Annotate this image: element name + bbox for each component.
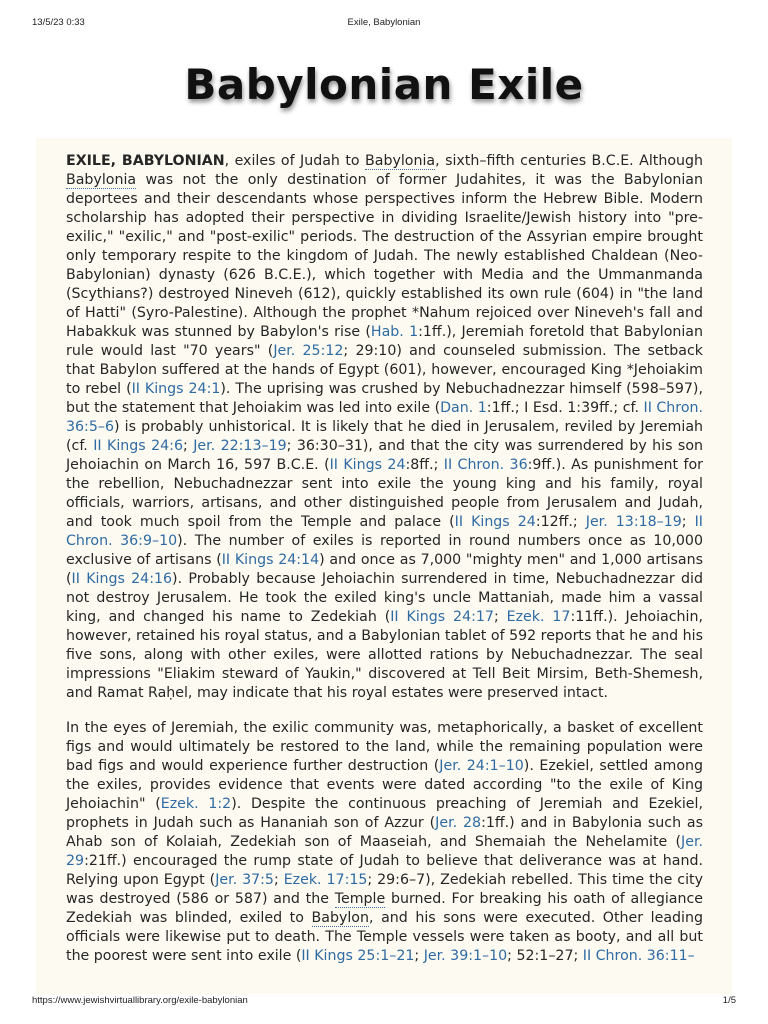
citation-link[interactable]: II Kings 25:1–21 [301,948,415,964]
citation-link[interactable]: II Kings 24:6 [93,438,183,454]
article-body [36,138,732,994]
text-run: ). The uprising was crushed by Nebuchadnezzar himself (598–597), but the statement that Jehoiakim was led into exile ( [66,381,703,416]
glossary-link[interactable]: Babylonia [66,172,137,188]
text-run: ; 29:6–7), Zedekiah rebelled. This time the city was destroyed (586 or 587) and the [66,872,703,907]
glossary-link[interactable]: Babylon [311,910,369,926]
citation-link[interactable]: Ezek. 1:2 [160,796,232,812]
text-run: In the eyes of Jeremiah, the exilic community was, metaphorically, a basket of excellent figs and would ultimately be restored to the land, while the remaining population were bad figs and would experience further destruction ( [66,720,703,774]
citation-link[interactable]: Dan. 1 [440,400,487,416]
article-text [36,138,732,966]
citation-link[interactable]: II Kings 24 [454,514,536,530]
citation-link[interactable]: II Kings 24:1 [131,381,221,397]
text-run: ; [681,514,695,530]
text-run: , and his sons were executed. Other leading officials were likewise put to death. The Temple vessels were taken as booty, and all but the poorest were sent into exile ( [66,910,703,964]
citation-link[interactable]: II Kings 24:14 [221,552,320,568]
citation-link[interactable]: II Chron. 36:5–6 [66,400,704,435]
text-run: ). Despite the continuous preaching of Jeremiah and Ezekiel, prophets in Judah such as Hananiah son of Azzur ( [66,796,703,831]
text-run: was not the only destination of former Judahites, it was the Babylonian deportees and their descendants whose perspectives inform the Hebrew Bible. Modern scholarship has adopted their perspective in dividing Israelite/Jewish history into "pre-exilic," "exilic," and "post-exilic" periods. The destruction of the Assyrian empire brought only temporary respite to the kingdom of Judah. The newly established Chaldean (Neo-Babylonian) dynasty (626 B.C.E.), which together with Media and the Ummanmanda (Scythians?) destroyed Nineveh (612), quickly established its own rule (604) in "the land of Hatti" (Syro-Palestine). Although the prophet *Nahum rejoiced over Nineveh's fall and Habakkuk was stunned by Babylon's rise ( [66,172,703,340]
citation-link[interactable]: II Kings 24:17 [390,609,494,625]
text-run: , sixth–fifth centuries B.C.E. Although [435,153,704,169]
entry-headword: EXILE, BABYLONIAN [66,153,225,169]
text-run: ). The number of exiles is reported in round numbers once as 10,000 exclusive of artisans ( [66,533,703,568]
citation-link[interactable]: Jer. 37:5 [215,872,274,888]
text-run: :1ff.), Jeremiah foretold that Babylonian rule would last "70 years" ( [66,324,703,359]
citation-link[interactable]: Jer. 13:18–19 [585,514,682,530]
citation-link[interactable]: II Chron. 36 [443,457,528,473]
print-header [0,17,768,31]
citation-link[interactable]: II Kings 24:16 [71,571,173,587]
print-datetime: 13/5/23 0:33 [32,17,85,28]
citation-link[interactable]: Jer. 29 [66,834,703,869]
text-run: :21ff.) encouraged the rump state of Judah to believe that deliverance was at hand. Relying upon Egypt ( [66,853,703,888]
text-run: ; [493,609,507,625]
print-doc-title: Exile, Babylonian [347,17,421,28]
citation-link[interactable]: Ezek. 17:15 [283,872,368,888]
citation-link[interactable]: Ezek. 17 [506,609,571,625]
text-run: ; 29:10) and counseled submission. The setback that Babylon suffered at the hands of Egypt (601), however, encouraged King *Jehoiakim to rebel ( [66,343,703,397]
glossary-link[interactable]: Temple [334,891,386,907]
citation-link[interactable]: II Kings 24 [329,457,406,473]
glossary-link[interactable]: Babylonia [365,153,436,169]
page-number: 1/5 [722,995,736,1006]
text-run: :1ff.) and in Babylonia such as Ahab son of Kolaiah, Zedekiah son of Maaseiah, and Shemaiah the Nehelamite ( [66,815,704,850]
text-run: ). Probably because Jehoiachin surrendered in time, Nebuchadnezzar did not destroy Jerusalem. He took the exiled king's uncle Mattaniah, made him a vassal king, and changed his name to Zedekiah ( [66,571,703,625]
text-run: ; [182,438,194,454]
citation-link[interactable]: Jer. 24:1–10 [439,758,524,774]
text-run: ) is probably unhistorical. It is likely that he died in Jerusalem, reviled by Jeremiah (cf. [66,419,703,454]
text-run: ; [414,948,424,964]
citation-link[interactable]: II Chron. 36:9–10 [66,514,703,549]
citation-link[interactable]: Jer. 25:12 [273,343,344,359]
text-run: ; [273,872,284,888]
citation-link[interactable]: Hab. 1 [370,324,419,340]
text-run: :8ff.; [405,457,444,473]
article-paragraph-2 [66,719,703,966]
article-paragraph-1 [66,152,703,703]
text-run: burned. For breaking his oath of allegiance Zedekiah was blinded, exiled to [66,891,704,926]
text-run: ; 36:30–31), and that the city was surrendered by his son Jehoiachin on March 16, 597 B.C.E. ( [66,438,703,473]
citation-link[interactable]: Jer. 22:13–19 [193,438,287,454]
print-url: https://www.jewishvirtuallibrary.org/exile-babylonian [32,995,248,1006]
text-run: , exiles of Judah to [224,153,366,169]
text-run: ). Ezekiel, settled among the exiles, provides evidence that events were dated according "to the exile of King Jehoiachin" ( [66,758,704,812]
text-run: :1ff.; I Esd. 1:39ff.; cf. [486,400,644,416]
citation-link[interactable]: Jer. 28 [435,815,482,831]
text-run: :11ff.). Jehoiachin, however, retained his royal status, and a Babylonian tablet of 592 reports that he and his five sons, along with other exiles, were allotted rations by Nebuchadnezzar. The seal impressions "Eliakim steward of Yaukin," discovered at Tell Beit Mirsim, Beth-Shemesh, and Ramat Raḥel, may indicate that his royal estates were preserved intact. [66,609,703,701]
citation-link[interactable]: Jer. 39:1–10 [423,948,508,964]
text-run: :9ff.). As punishment for the rebellion, Nebuchadnezzar sent into exile the young king and his family, royal officials, warriors, artisans, and other distinguished people from Jerusalem and Judah, and took much spoil from the Temple and palace ( [66,457,703,530]
citation-link[interactable]: II Chron. 36:11– [582,948,695,964]
print-footer [0,995,768,1009]
text-run: :12ff.; [535,514,586,530]
text-run: ; 52:1–27; [507,948,583,964]
text-run: ) and once as 7,000 "mighty men" and 1,000 artisans ( [66,552,704,587]
page-title: Babylonian Exile [184,60,584,109]
